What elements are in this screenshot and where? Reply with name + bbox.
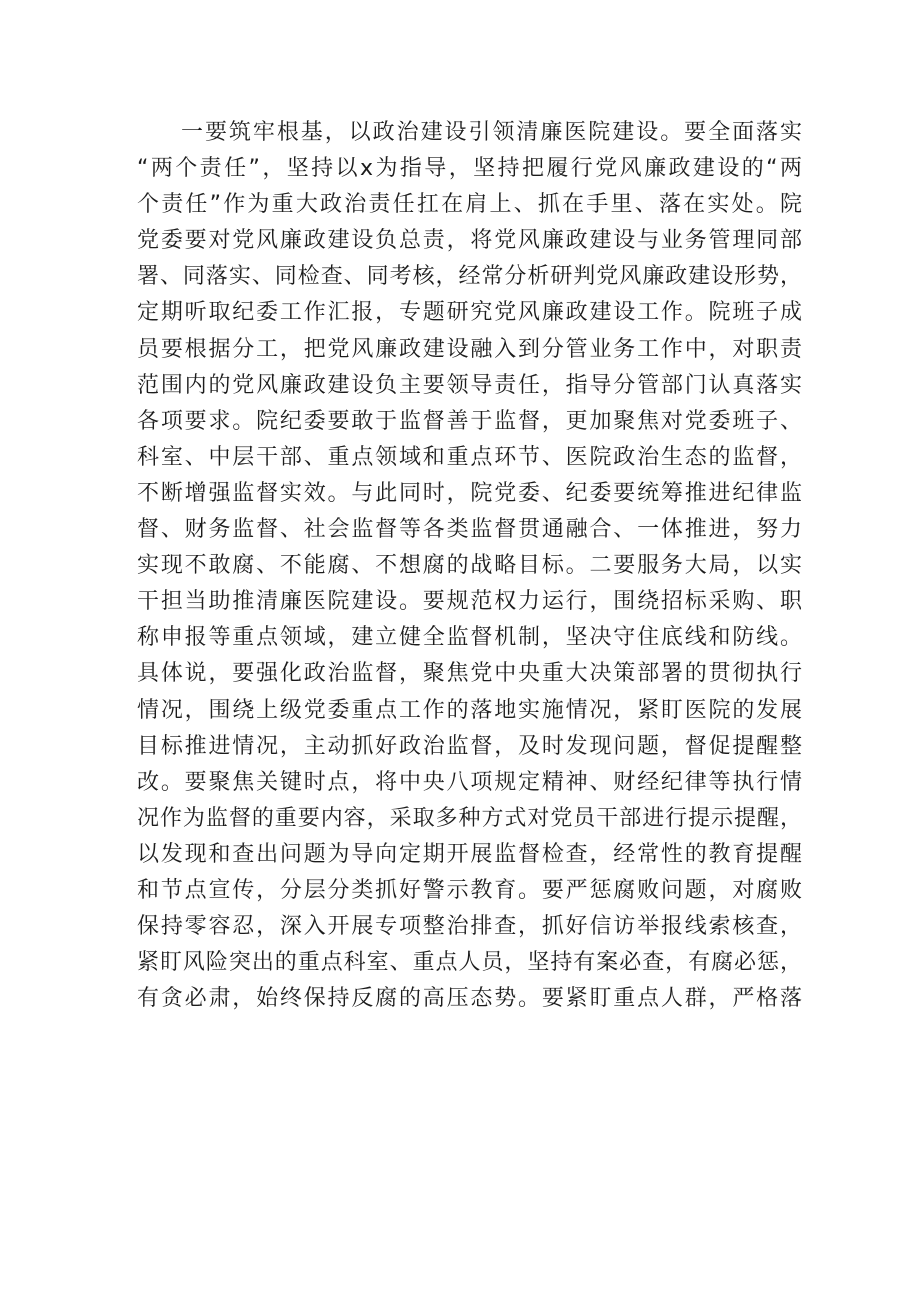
- text-line: 署、同落实、同检查、同考核，经常分析研判党风廉政建设形势，: [137, 264, 802, 290]
- text-line: 目标推进情况，主动抓好政治监督，及时发现问题，督促提醒整: [137, 733, 802, 759]
- text-line: 各项要求。院纪委要敢于监督善于监督，更加聚焦对党委班子、: [137, 408, 802, 434]
- text-line: 一要筑牢根基，以政治建设引领清廉医院建设。要全面落实: [181, 120, 802, 145]
- text-line: 不断增强监督实效。与此同时，院党委、纪委要统筹推进纪律监: [137, 480, 802, 506]
- text-line: 督、财务监督、社会监督等各类监督贯通融合、一体推进，努力: [137, 517, 802, 543]
- text-line: 员要根据分工，把党风廉政建设融入到分管业务工作中，对职责: [137, 336, 802, 362]
- text-line: 实现不敢腐、不能腐、不想腐的战略目标。二要服务大局，以实: [137, 553, 802, 579]
- text-line: 具体说，要强化政治监督，聚焦党中央重大决策部署的贯彻执行: [137, 661, 802, 687]
- text-line: 以发现和查出问题为导向定期开展监督检查，经常性的教育提醒: [137, 841, 802, 867]
- text-line: 个责任”作为重大政治责任扛在肩上、抓在手里、落在实处。院: [137, 192, 802, 218]
- text-line: “两个责任”，坚持以x为指导，坚持把履行党风廉政建设的“两: [137, 156, 802, 182]
- text-line: 干担当助推清廉医院建设。要规范权力运行，围绕招标采购、职: [137, 589, 802, 615]
- text-line: 情况，围绕上级党委重点工作的落地实施情况，紧盯医院的发展: [137, 697, 802, 723]
- text-line: 称申报等重点领域，建立健全监督机制，坚决守住底线和防线。: [137, 625, 802, 651]
- text-line: 范围内的党风廉政建设负主要领导责任，指导分管部门认真落实: [137, 372, 802, 398]
- text-line: 有贪必肃，始终保持反腐的高压态势。要紧盯重点人群，严格落: [137, 986, 802, 1012]
- text-line: 科室、中层干部、重点领域和重点环节、医院政治生态的监督，: [137, 444, 802, 470]
- text-line: 改。要聚焦关键时点，将中央八项规定精神、财经纪律等执行情: [137, 769, 802, 795]
- body-paragraph: [137, 115, 802, 1017]
- text-line: 保持零容忍，深入开展专项整治排查，抓好信访举报线索核查，: [137, 914, 802, 940]
- text-line: 定期听取纪委工作汇报，专题研究党风廉政建设工作。院班子成: [137, 300, 802, 326]
- text-line: 和节点宣传，分层分类抓好警示教育。要严惩腐败问题，对腐败: [137, 877, 802, 903]
- text-line: 紧盯风险突出的重点科室、重点人员，坚持有案必查，有腐必惩，: [137, 950, 802, 976]
- text-line: 党委要对党风廉政建设负总责，将党风廉政建设与业务管理同部: [137, 228, 802, 254]
- text-line: 况作为监督的重要内容，采取多种方式对党员干部进行提示提醒，: [137, 805, 802, 831]
